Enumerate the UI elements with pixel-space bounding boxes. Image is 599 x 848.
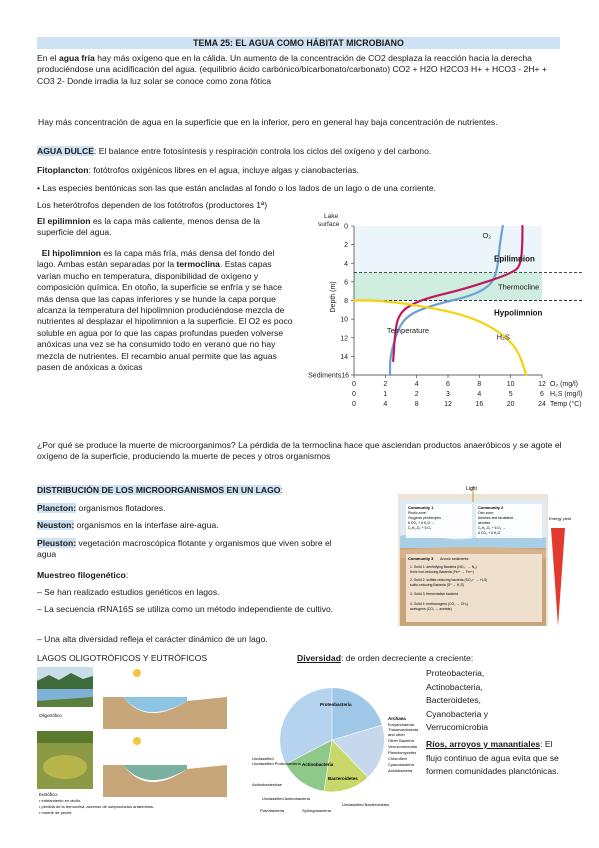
pie-label-other-bacteria: Other Bacteria	[388, 738, 414, 743]
light-label: Light	[466, 486, 477, 492]
pie-label-unclassified-left: Unclassified	[252, 756, 274, 761]
community-1-line-2: Oxygenic phototrophs	[408, 516, 441, 520]
neuston-label: Neuston:	[37, 520, 75, 530]
y-tick-label: 6	[344, 279, 348, 287]
x-tick-label: 5	[508, 391, 513, 398]
pie-label-thaumarchaeota: Thaumarchaeota	[388, 727, 419, 732]
hipolimnion-text2: . Estas capas varían mucho en temperatura, disponibilidad de oxígeno y composición química. En otoño, la superficie se enfría y se hace más densa que las capas inferiores y se hunde la capa porque alcanza la temperatura del hipolimnion produciéndose mezcla de nutrientes al desplazar el hipolimnion a la superficie. El O2 es poco soluble en agua por lo que las capas profundas pueden volverse anóxicas una vez se ha consumido todo en verano que no hay mezcla de nutrientes. El recambio anual permite que las aguas pasen de anóxicas a óxicas	[37, 259, 293, 373]
x-tick-label: 8	[477, 381, 482, 388]
pie-label-and-other: and other	[388, 732, 405, 737]
pie-label-actinobacteridae: Actinobacteridae	[252, 782, 282, 787]
community-2-line-5: 6 CO₂ + 6 H₂O	[478, 531, 501, 535]
x-tick-label: 16	[475, 401, 484, 408]
plancton-text: organismos flotadores.	[76, 503, 166, 513]
energy-yield-arrow	[551, 528, 565, 626]
x-tick-label: 24	[538, 401, 546, 408]
x-tick-label: 2	[414, 391, 419, 398]
x-tick-label: 3	[446, 391, 450, 398]
agua-dulce-text: : El balance entre fotosíntesis y respiración controla los ciclos del oxígeno y del carbono.	[93, 146, 432, 156]
eutrophic-item-2: • pérdida de la termoclina, ascenso de subproductos anaerobios.	[39, 804, 155, 809]
distribution-heading-text: DISTRIBUCIÓN DE LOS MICROORGANISMOS EN UN LAGO	[37, 485, 281, 495]
x-tick-label: 1	[383, 391, 388, 398]
muestreo-heading	[37, 570, 367, 581]
community-2-line-3: aerobes	[478, 521, 491, 525]
x-tick-label: 0	[352, 381, 356, 388]
lake-community-diagram	[398, 484, 572, 630]
pleuston-label: Pleuston:	[37, 538, 77, 548]
x-axis-label-1: O₂ (mg/l)	[550, 381, 578, 388]
neuston-line	[37, 520, 367, 531]
bentonicas-paragraph: • Las especies bentónicas son las que están ancladas al fondo o los lados de un lago o de una corriente.	[37, 183, 437, 193]
x-tick-label: 6	[540, 391, 544, 398]
x-tick-label: 0	[352, 391, 356, 398]
intro-text: hay más oxígeno que en la cálida. Un aumento de la concentración de CO2 desplaza la reacción hacia la derecha produciéndose una acidificación del agua. (equilibrio ácido carbónico/bicarbonato/carbonato) CO2 + H2O H2CO3 H+ + HCO3 - 2H+ + CO3 2- Donde irradia la luz solar se conoce como zona fótica	[37, 53, 547, 86]
intro-bold: agua fría	[58, 53, 95, 63]
epilimnion-bold: El epilimnion	[37, 216, 91, 226]
pie-label-proteobacteria: Proteobacteria	[320, 702, 352, 707]
community-2-line-1: Oxic zone:	[478, 511, 495, 515]
pie-label-unclassified-bacteroidetes: Unclassified Bacteroidetes	[342, 802, 390, 807]
epilimnion-paragraph	[37, 216, 293, 239]
pie-label-verrucomicrobia: Verrucomicrobia	[388, 744, 417, 749]
muestreo-item-3: – Una alta diversidad refleja el carácter dinámico de un lago.	[37, 634, 268, 644]
x-tick-label: 12	[538, 381, 546, 388]
y-tick-label: 8	[344, 298, 348, 305]
hipolimnion-bold: El hipolimnion	[41, 248, 101, 258]
guild-line-7: acetogens (CO₂ → acetate)	[410, 607, 452, 611]
sun-icon	[133, 669, 141, 677]
community-2-line-2: Aerobes and facultative	[478, 516, 514, 520]
x-tick-label: 20	[506, 401, 515, 408]
guild-line-5: 3. Guild 3: fermentative bacteria	[410, 592, 459, 596]
community-3-sub: Anoxic sediments:	[440, 557, 470, 561]
plancton-label: Plancton:	[37, 503, 77, 513]
muestreo-colon: :	[125, 570, 129, 580]
epilimnion-text: es la capa más caliente, menos densa de la superficie del agua.	[37, 216, 261, 238]
guild-line-6: 4. Guild 4: methanogens (CO₂ → CH₄)	[410, 602, 469, 606]
pie-label-chloroflexi: Chloroflexi	[388, 756, 407, 761]
zone-label-thermocline: Thermocline	[498, 282, 540, 292]
page-title: TEMA 25: EL AGUA COMO HÁBITAT MICROBIANO	[37, 37, 560, 49]
lake-surface-label: Lake	[324, 213, 339, 220]
epilimnion-tint	[354, 226, 542, 273]
fitoplancton-paragraph	[37, 165, 562, 176]
lake-surface-label-2: surface	[318, 221, 340, 228]
x-tick-label: 0	[352, 401, 356, 408]
pie-label-sphingobacteria: Sphingobacteria	[302, 808, 331, 813]
y-tick-label: 12	[340, 335, 348, 343]
rios-label: Ríos, arroyos y manantiales	[426, 739, 541, 749]
distribution-heading	[37, 485, 367, 496]
x-axis-label-2: H₂S (mg/l)	[550, 391, 583, 398]
community-1-line-4: C₆H₁₂O₆ + 6 O₂	[408, 526, 432, 530]
x-tick-label: 4	[383, 401, 388, 408]
pie-label-unclassified-proteobacteria: Unclassified Proteobacteria	[252, 761, 301, 766]
death-question: ¿Por qué se produce la muerte de microorganimos? La pérdida de la termoclina hace que asciendan productos anaeróbicos y se agote el oxígeno de la superficie, produciendo la muerte de peces y otros organismos	[37, 440, 562, 462]
y-tick-label: 0	[344, 223, 348, 231]
pie-label-actinobacteria: Actinobacteria	[302, 762, 334, 767]
y-tick-label-sediments: Sediments16	[308, 372, 349, 380]
pie-label-bacteroidetes: Bacteroidetes	[328, 776, 358, 781]
hipolimnion-text1: es la capa más fría, más densa del fondo del lago. Ambas están separadas por la	[37, 248, 275, 270]
community-1-line-1: Photic zone:	[408, 511, 427, 515]
guild-line-3: 2. Guild 2: sulfate-reducing bacteria (SO₄²⁻ → H₂S)	[410, 578, 488, 582]
pie-label-cyanobacteria: Cyanobacteria	[388, 762, 414, 767]
guild-line-4: sulfur-reducing Bacteria (S⁰ → H₂S)	[410, 583, 464, 587]
y-axis-label: Depth (m)	[330, 281, 337, 313]
y-tick-label: 14	[340, 353, 348, 361]
diversidad-text: : de orden decreciente a creciente:	[340, 653, 474, 663]
community-1-title: Community 1	[408, 505, 434, 510]
lake-stratification-chart	[302, 212, 598, 442]
pleuston-line	[37, 538, 337, 561]
guild-line-1: 1. Guild 1: denitrifying Bacteria (NO₃⁻ → N₂)	[410, 565, 477, 569]
phylum-1: Proteobacteria,	[426, 668, 485, 678]
sun-icon-2	[133, 737, 141, 745]
x-tick-label: 4	[414, 381, 419, 388]
pie-label-planctomycetes: Planctomycetes	[388, 750, 417, 755]
plancton-line	[37, 503, 367, 514]
y-tick-label: 4	[344, 260, 348, 268]
agua-dulce-label: AGUA DULCE	[37, 146, 94, 156]
x-axis-label-3: Temp (°C)	[550, 401, 582, 408]
x-tick-label: 8	[414, 401, 419, 408]
phylum-3: Bacteroidetes,	[426, 695, 481, 706]
y-tick-label: 2	[344, 242, 348, 250]
x-tick-label: 12	[444, 401, 452, 408]
eutrophic-trees	[37, 731, 93, 743]
zone-label-epilimnion: Epilimnion	[494, 254, 535, 264]
muestreo-item-2: – La secuencia rRNA16S se utiliza como un método independiente de cultivo.	[37, 604, 334, 614]
eutrophic-item-3: • muerte de peces.	[39, 810, 73, 815]
pie-label-flavobacteria: Flavobacteria	[260, 808, 285, 813]
phylum-2: Actinobacteria,	[426, 681, 483, 692]
fitoplancton-label: Fitoplancton	[37, 165, 89, 175]
series-label-o2: O₂	[482, 231, 492, 241]
pleuston-text: vegetación macroscópica flotante y organismos que viven sobre el agua	[37, 538, 332, 560]
intro-prefix: En el	[37, 53, 59, 63]
phylum-4: Cyanobacteria y	[426, 708, 489, 719]
guild-line-2: ferric iron-reducing Bacteria (Fe³⁺ → Fe²⁺)	[410, 570, 474, 574]
neuston-text: organismos en la interfase aire-agua.	[74, 520, 219, 530]
intro-paragraph	[37, 53, 562, 87]
hipolimnion-paragraph	[37, 248, 295, 373]
eutrophic-algae	[43, 755, 87, 779]
eutrophic-label: Eutrófico:	[39, 792, 59, 797]
pie-label-euryarchaeota: Euryarchaeota	[388, 722, 415, 727]
oligotrophic-label: Oligotrófico	[39, 713, 62, 718]
pie-label-unclassified-actinobacteria: Unclassified Actinobacteria	[262, 796, 310, 801]
pie-label-archaea: Archaea	[388, 716, 406, 721]
muestreo-label: Muestreo filogenético	[37, 570, 126, 580]
community-3-title: Community 3	[408, 556, 434, 561]
diversity-pie-chart	[250, 668, 422, 818]
rios-paragraph	[426, 738, 566, 779]
community-2-title: Community 2	[478, 505, 504, 510]
series-label-h2s: H₂S	[496, 332, 510, 342]
diversidad-line	[297, 653, 567, 664]
community-2-line-4: C₆H₁₂O₆ + 6 O₂ →	[478, 526, 506, 530]
x-tick-label: 2	[383, 381, 388, 388]
lagos-heading: LAGOS OLIGOTRÓFICOS Y EUTRÓFICOS	[37, 653, 208, 663]
phyla-list	[426, 667, 566, 735]
termoclina-bold: termoclina	[176, 259, 220, 270]
pie-label-acidobacteria: Acidobacteria	[388, 768, 413, 773]
x-tick-label: 10	[506, 381, 515, 388]
heterotrofos-paragraph: Los heterótrofos dependen de los fotótrofos (productores 1ª)	[37, 200, 268, 210]
series-label-temperature: Temperature	[386, 326, 430, 336]
energy-yield-label: Energy yield	[549, 516, 572, 521]
muestreo-item-1: – Se han realizado estudios genéticos en lagos.	[37, 587, 220, 597]
agua-dulce-paragraph	[37, 146, 562, 157]
x-tick-label: 4	[477, 391, 482, 398]
eutrophic-item-1: • enfriamiento en otoño.	[39, 798, 82, 803]
community-1-line-3: 6 CO₂ + 6 H₂O →	[408, 521, 435, 525]
distribution-colon: :	[280, 485, 283, 495]
surface-paragraph: Hay más concentración de agua en la superficie que en la inferior, pero en general hay baja concentración de nutrientes.	[38, 117, 498, 127]
rios-text: : El flujo continuo de agua evita que se formen comunidades planctónicas.	[426, 739, 559, 777]
phylum-5: Verrucomicrobia	[426, 722, 489, 733]
lagos-figure	[37, 667, 237, 825]
y-tick-label: 10	[340, 316, 348, 324]
fitoplancton-text: : fotótrofos oxigénicos libres en el agua, incluye algas y cianobacterias.	[88, 165, 359, 175]
zone-label-hypolimnion: Hypolimnion	[494, 308, 543, 318]
diversidad-label: Diversidad	[297, 653, 341, 663]
x-tick-label: 6	[446, 381, 450, 388]
